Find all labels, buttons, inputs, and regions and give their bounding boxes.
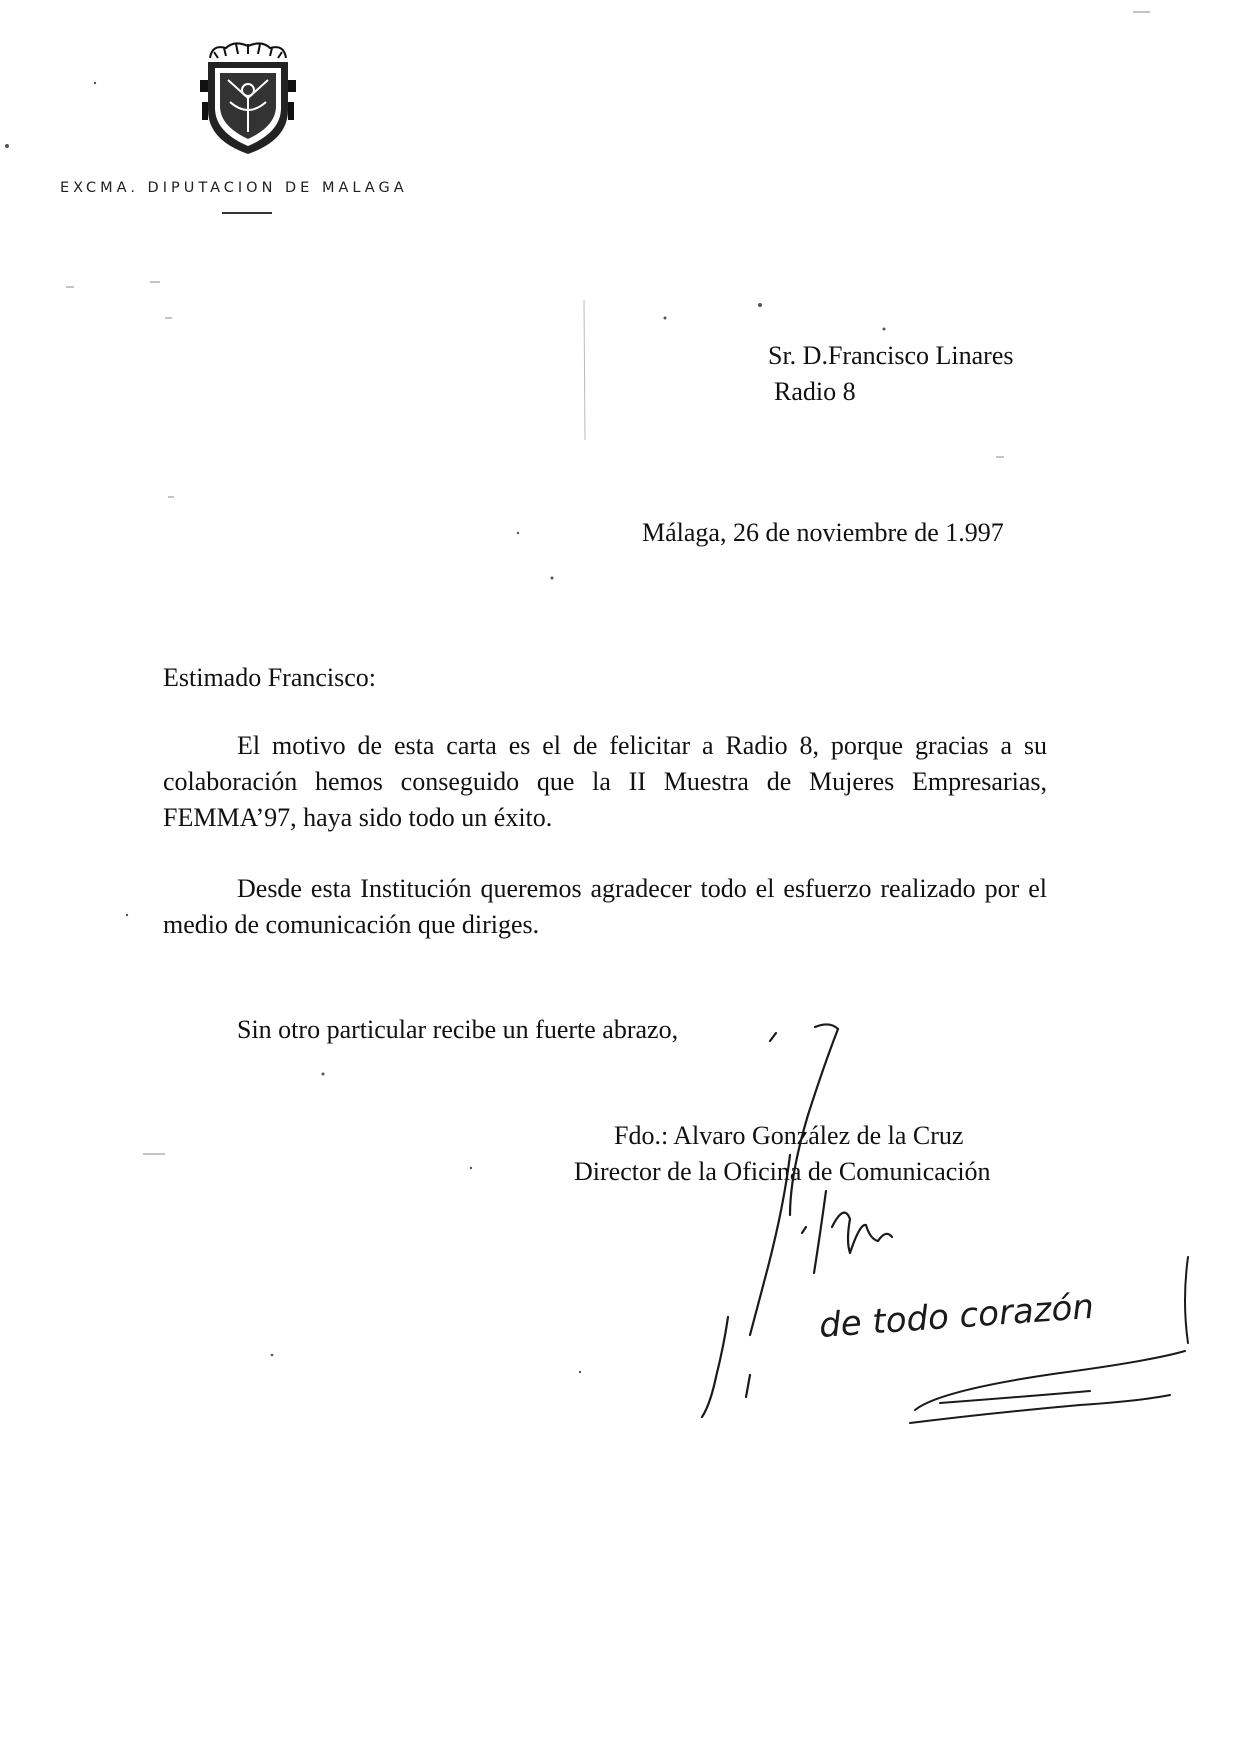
handwritten-signature bbox=[640, 1005, 1200, 1445]
coat-of-arms-icon bbox=[200, 40, 296, 158]
body-paragraph-1: El motivo de esta carta es el de felicitar a Radio 8, porque gracias a su colaboración hemos conseguido que la II Muestra de Mujeres Empresarias, FEMMA’97, haya sido todo un éxito. bbox=[163, 731, 1047, 832]
letter-date: Málaga, 26 de noviembre de 1.997 bbox=[642, 518, 1004, 547]
institution-name: EXCMA. DIPUTACION DE MALAGA bbox=[60, 180, 408, 196]
body-paragraph-2: Desde esta Institución queremos agradecer todo el esfuerzo realizado por el medio de comunicación que diriges. bbox=[163, 874, 1047, 939]
institution-divider bbox=[222, 212, 272, 214]
handwritten-note: de todo corazón bbox=[817, 1286, 1096, 1346]
recipient-organization: Radio 8 bbox=[774, 377, 856, 406]
signer-name: Fdo.: Alvaro González de la Cruz bbox=[614, 1121, 964, 1150]
recipient-name: Sr. D.Francisco Linares bbox=[768, 341, 1014, 370]
closing-line: Sin otro particular recibe un fuerte abrazo, bbox=[237, 1015, 679, 1044]
salutation: Estimado Francisco: bbox=[163, 663, 377, 692]
signer-title: Director de la Oficina de Comunicación bbox=[574, 1157, 991, 1186]
